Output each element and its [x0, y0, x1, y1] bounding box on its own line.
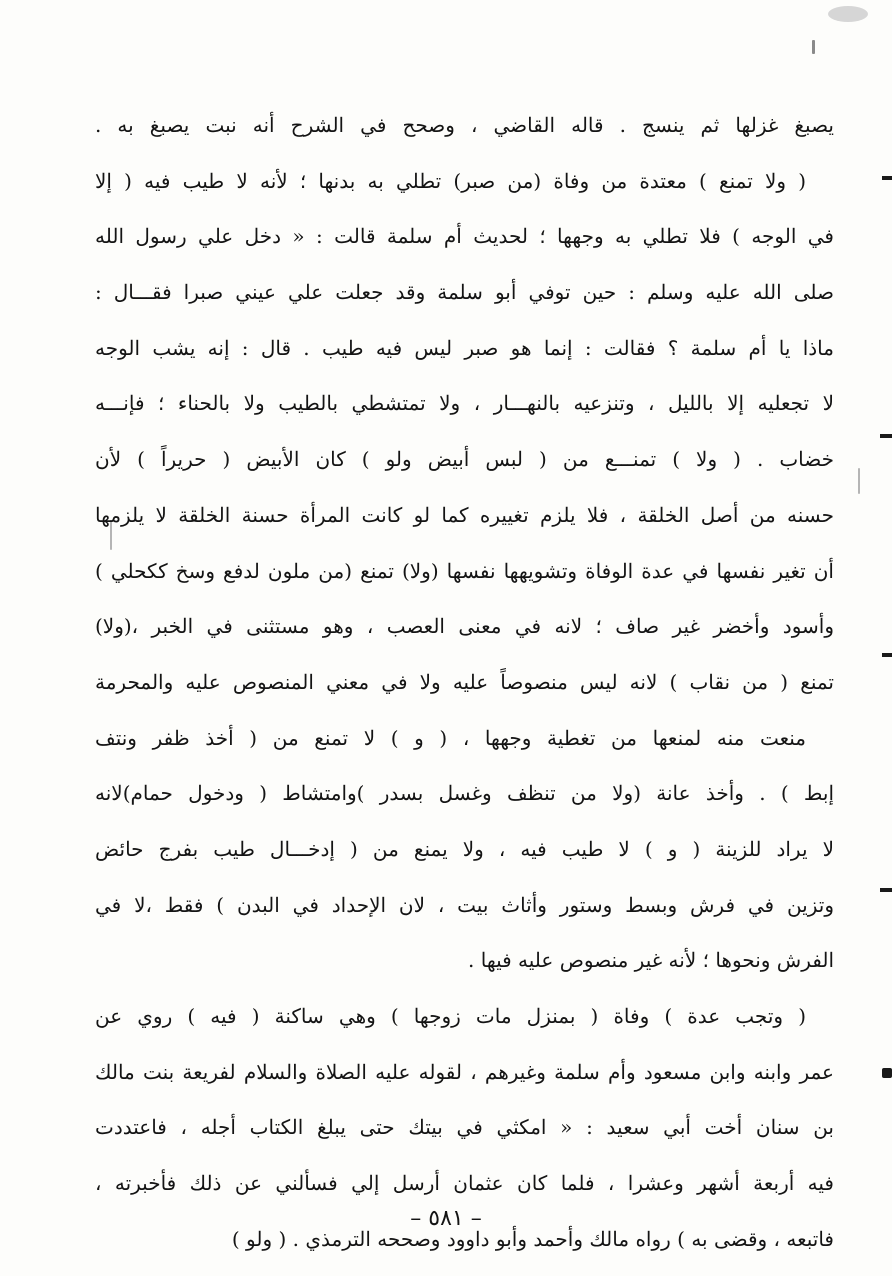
- text-line: في الوجه ) فلا تطلي به وجهها ؛ لحديث أم سلمة قالت : « دخل علي رسول الله: [95, 224, 834, 249]
- text-line: تمنع ( من نقاب ) لانه ليس منصوصاً عليه ولا في معني المنصوص عليه والمحرمة: [95, 669, 834, 694]
- text-line: صلى الله عليه وسلم : حين توفي أبو سلمة وقد جعلت علي عيني صبرا فقـــال :: [95, 280, 834, 305]
- margin-mark: [880, 888, 892, 892]
- text-line: وأسود وأخضر غير صاف ؛ لانه في معنى العصب ، وهو مستثنى في الخبر ،(ولا): [95, 614, 834, 639]
- text-line: خضاب . ( ولا ) تمنـــع من ( لبس أبيض ولو ) كان الأبيض ( حريراً ) لأن: [95, 447, 834, 472]
- text-line: فاتبعه ، وقضى به ) رواه مالك وأحمد وأبو داوود وصححه الترمذي . ( ولو ): [231, 1226, 834, 1251]
- text-line: عمر وابنه وابن مسعود وأم سلمة وغيرهم ، لقوله عليه الصلاة والسلام لفريعة بنت مالك: [95, 1059, 834, 1084]
- text-line: يصبغ غزلها ثم ينسج . قاله القاضي ، وصحح في الشرح أنه نبت يصبغ به .: [95, 113, 834, 137]
- scan-speck: [812, 40, 815, 54]
- text-line: ( وتجب عدة ) وفاة ( بمنزل مات زوجها ) وهي ساكنة ( فيه ) روي عن: [95, 1004, 806, 1028]
- text-line: وتزين في فرش وبسط وستور وأثاث بيت ، لان الإحداد في البدن ) فقط ،لا في: [95, 892, 834, 917]
- text-line: إبط ) . وأخذ عانة (ولا من تنظف وغسل بسدر )وامتشاط ( ودخول حمام)لانه: [95, 781, 834, 806]
- scan-speck: [858, 468, 860, 494]
- body-text: [95, 98, 834, 1267]
- text-line: أن تغير نفسها في عدة الوفاة وتشويهها نفسها (ولا) تمنع (من ملون لدفع وسخ ككحلي ): [95, 558, 834, 583]
- text-line: حسنه من أصل الخلقة ، فلا يلزم تغييره كما لو كانت المرأة حسنة الخلقة لا يلزمها: [95, 502, 834, 527]
- margin-mark: [882, 1068, 892, 1078]
- text-line: لا تجعليه إلا بالليل ، وتنزعيه بالنهـــار ، ولا تمتشطي بالطيب ولا بالحناء ؛ فإنـــه: [95, 391, 834, 416]
- margin-mark: [880, 434, 892, 438]
- text-line: ( ولا تمنع ) معتدة من وفاة (من صبر) تطلي به بدنها ؛ لأنه لا طيب فيه ( إلا: [95, 168, 806, 193]
- text-line: ماذا يا أم سلمة ؟ فقالت : إنما هو صبر ليس فيه طيب . قال : إنه يشب الوجه: [95, 335, 834, 360]
- margin-mark: [882, 176, 892, 180]
- text-line: فيه أربعة أشهر وعشرا ، فلما كان عثمان أرسل إلي فسألني عن ذلك فأخبرته ،: [95, 1171, 834, 1196]
- text-line: لا يراد للزينة ( و ) لا طيب فيه ، ولا يمنع من ( إدخـــال طيب بفرج حائض: [95, 836, 834, 861]
- page-number: – ٥٨١ –: [410, 1206, 482, 1231]
- text-line: منعت منه لمنعها من تغطية وجهها ، ( و ) لا تمنع من ( أخذ ظفر ونتف: [95, 725, 806, 750]
- text-line: الفرش ونحوها ؛ لأنه غير منصوص عليه فيها .: [468, 948, 834, 973]
- text-line: بن سنان أخت أبي سعيد : « امكثي في بيتك حتى يبلغ الكتاب أجله ، فاعتددت: [95, 1115, 834, 1140]
- scan-speck: [828, 6, 868, 22]
- margin-mark: [882, 653, 892, 657]
